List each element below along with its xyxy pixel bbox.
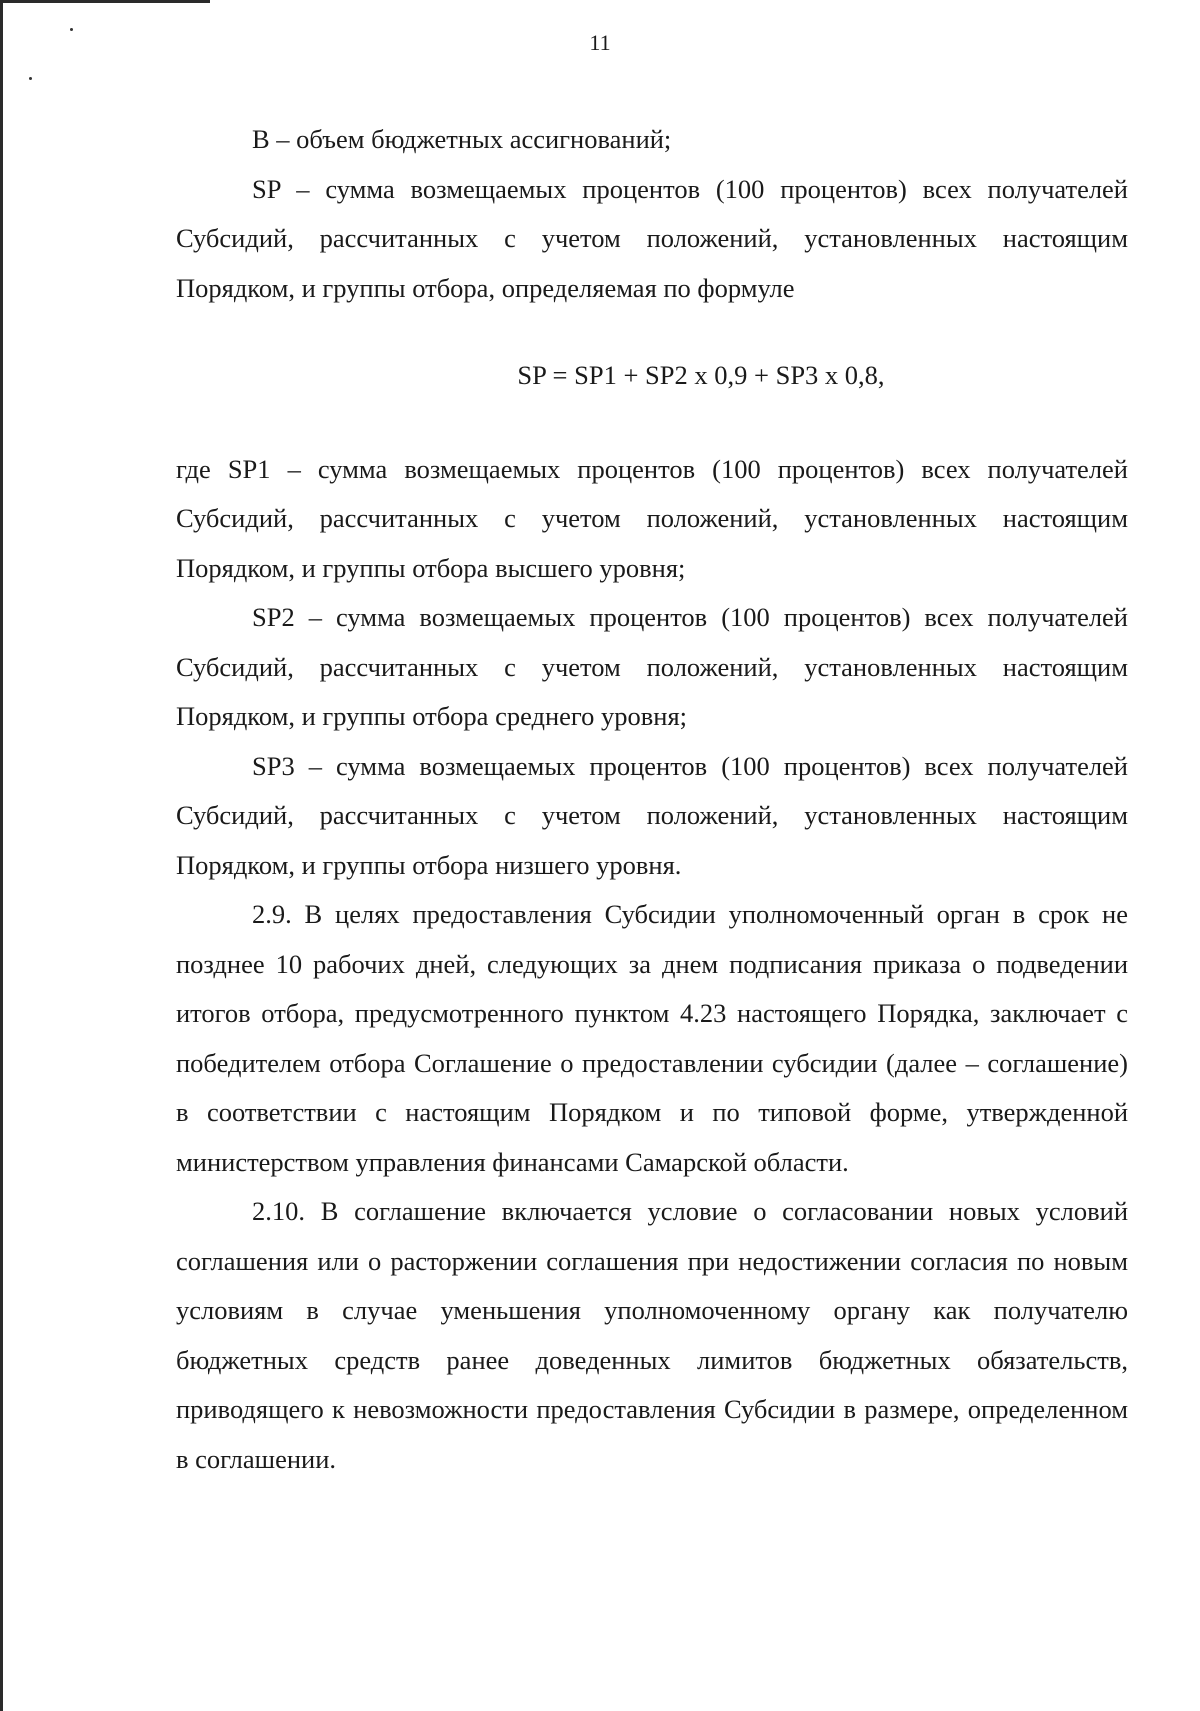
scan-border-top — [0, 0, 210, 3]
scan-speck — [29, 77, 32, 80]
paragraph-2-9: 2.9. В целях предоставления Субсидии уполномоченный орган в срок не позднее 10 рабочих дней, следующих за днем подписания приказа о подведении итогов отбора, предусмотренного пунктом 4.23 настоящего Порядка, заключает с победителем отбора Соглашение о предоставлении субсидии (далее – соглашение) в соответствии с настоящим Порядком и по типовой форме, утвержденной министерством управления финансами Самарской области. — [176, 899, 1128, 1177]
paragraph-sp2-definition: SP2 – сумма возмещаемых процентов (100 процентов) всех получателей Субсидий, рассчитанных с учетом положений, установленных настоящим Порядком, и группы отбора среднего уровня; — [176, 602, 1128, 731]
page-number: 11 — [589, 30, 611, 55]
paragraph-sp3-definition: SP3 – сумма возмещаемых процентов (100 процентов) всех получателей Субсидий, рассчитанных с учетом положений, установленных настоящим Порядком, и группы отбора низшего уровня. — [176, 750, 1128, 880]
paragraph-2-10: 2.10. В соглашение включается условие о согласовании новых условий соглашения или о расторжении соглашения при недостижении согласия по новым условиям в случае уменьшения уполномоченному органу как получателю бюджетных средств ранее доведенных лимитов бюджетных обязательств, приводящего к невозможности предоставления Субсидии в размере, определенном в соглашении. — [176, 1196, 1128, 1474]
paragraph-sp-definition: SP – сумма возмещаемых процентов (100 процентов) всех получателей Субсидий, рассчитанных с учетом положений, установленных настоящим Порядком, и группы отбора, определяемая по формуле — [176, 173, 1128, 303]
paragraph-sp1-definition: где SP1 – сумма возмещаемых процентов (100 процентов) всех получателей Субсидий, рассчитанных с учетом положений, установленных настоящим Порядком, и группы отбора высшего уровня; — [176, 453, 1128, 583]
formula-sp: SP = SP1 + SP2 x 0,9 + SP3 x 0,8, — [517, 360, 885, 390]
paragraph-budget-definition: B – объем бюджетных ассигнований; — [252, 124, 672, 154]
scan-border-left — [0, 0, 3, 1711]
document-body — [176, 115, 1128, 1484]
